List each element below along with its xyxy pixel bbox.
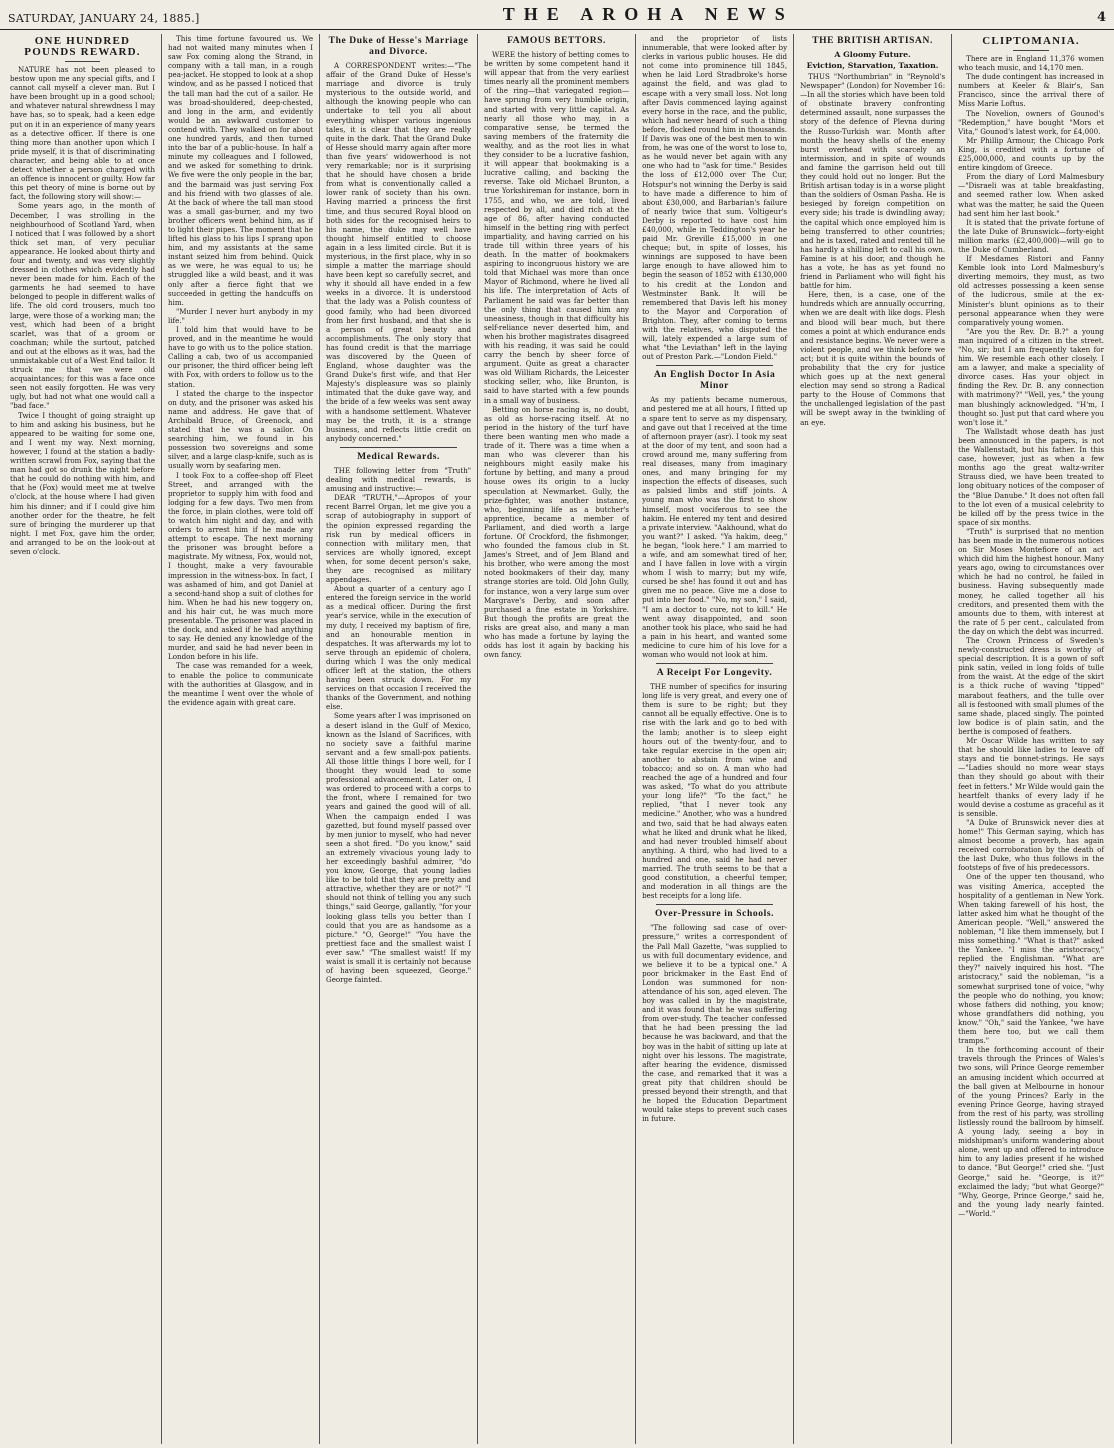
paragraph: "A Duke of Brunswick never dies at home!" This German saying, which has almost become a proverb, has again received corroboration by the death of the last Duke, who thus follows in the footsteps of five of his predecessors.: [958, 817, 1104, 873]
page-number: 4: [1096, 10, 1106, 25]
paragraph: I stated the charge to the inspector on duty, and the prisoner was asked his name and address. He gave that of Archibald Bruce, of Greenock, and stated that he was a sailor. On searching him, we found in his possession two sovereigns and some silver, and a large clasp-knife, such as is usually worn by seafaring men.: [168, 388, 314, 471]
paragraph: In the forthcoming account of their travels through the Princes of Wales's two sons, will Prince George remember an amusing incident which occurred at the ball given at Melbourne in honour of the young Princes? Early in the evening Prince George, having strayed from the rest of his party, was strolling listlessly round the ballroom by himself. A young lady, seeing a boy in midshipman's uniform wandering about alone, went up and offered to introduce him to any ladies present if he wished to dance. "But George!" cried she. "Just George," said he. "George, is it?" exclaimed the lady; "but what George?" "Why, George, Prince George," said he, and the young lady nearly fainted.—"World.": [958, 1045, 1104, 1218]
column-6: [794, 34, 952, 1444]
article-title: A Receipt For Longevity.: [656, 668, 773, 679]
paragraph: "The following sad case of over-pressure," writes a correspondent of the Pall Mall Gazette, "was supplied to us with full documentary evidence, and we believe it to be a typical one." A poor brickmaker in the East End of London was summoned for non-attendance of his son, aged eleven. The boy was called in by the magistrate, and it was found that he was suffering from over-study. The teacher confessed that he had been pressing the lad because he was backward, and that the boy was in the habit of sitting up late at night over his lessons. The magistrate, after hearing the evidence, dismissed the case, and remarked that it was a great pity that children should be pressed beyond their strength, and that he hoped the Education Department would take steps to prevent such cases in future.: [642, 923, 788, 1124]
article-title: Medical Rewards.: [357, 451, 441, 462]
paragraph: Mr Oscar Wilde has written to say that he should like ladies to leave off stays and tie bonnet-strings. He says—"Ladies should no more wear stays than they should go about with their feet in fetters." Mr Wilde would gain the heartfelt thanks of every lady if he would devise a costume as graceful as it is sensible.: [958, 736, 1104, 818]
paragraph: DEAR "TRUTH,"—Apropos of your recent Barrel Organ, let me give you a scrap of autobiography in support of the opinion expressed regarding the risk run by medical officers in connection with military men, that services are wholly ignored, except when, for some decent person's sake, they are recognised as military appendages.: [326, 493, 472, 585]
paragraph: I told him that would have to be proved, and in the meantime he would have to go with us to the police station. Calling a cab, two of us accompanied our prisoner, the third officer being left with Fox, with orders to follow us to the station.: [168, 325, 314, 389]
article-title: CLIPTOMANIA.: [982, 35, 1080, 47]
paragraph: This time fortune favoured us. We had not waited many minutes when I saw Fox coming along the Strand, in company with a tall man, in a rough pea-jacket. He stopped to look at a shop window, and as he passed I noticed that the tall man had the cut of a sailor. He was broad-shouldered, deep-chested, and long in the arm, and evidently would be an awkward customer to contend with. They walked on for about one hundred yards, and then turned into the bar of a public-house. In half a minute my colleagues and I followed, and we asked for something to drink. We five were the only people in the bar, and the barmaid was just serving Fox and his friend with two glasses of ale. At the back of where the tall man stood was a small gas-burner, and my two brother officers went behind him, as if to light their pipes. The moment that he lifted his glass to his lips I sprang upon him, and my assistants at the same instant seized him from behind. Quick as we were, he was equal to us; he struggled like a wild beast, and it was only after a fierce fight that we succeeded in getting the handcuffs on him.: [168, 34, 314, 307]
paragraph: THUS "Northumbrian" in "Reynold's Newspaper" (London) for November 16:—In all the stories which have been told of obstinate bravery confronting determined assault, none surpasses the story of the defence of Plevna during the Russo-Turkish war. Month after month the heavy shells of the enemy burst overhead with scarcely an intermission, and in spite of wounds and famine the garrison held out till they could hold out no longer. But the British artisan today is in a worse plight than the soldiers of Osman Pasha. He is besieged by foreign competition on every side; his trade is dwindling away; the capital which once employed him is being transferred to other countries; and he is taxed, rated and rented till he has hardly a shilling left to call his own. Famine is at his door, and though he has a vote, he has as yet found no friend in Parliament who will fight his battle for him.: [800, 72, 946, 291]
paragraph: Some years after I was imprisoned on a desert island in the Gulf of Mexico, known as the Island of Sacrifices, with no society save a faithful marine servant and a few small-pox patients. All those little things I bore well, for I thought they would lead to some professional advancement. Later on, I was ordered to proceed with a corps to the front, where I remained for two years and gained the good will of all. When the campaign ended I was gazetted, but found myself passed over by men junior to myself, who had never seen a shot fired. "Do you know," said an extremely vivacious young lady to her exceedingly bashful admirer, "do you know, George, that young ladies like to be told that they are pretty and attractive, whether they are or not?" "I should not think of telling you any such things," said George, gallantly, "for your looking glass tells you better than I could that you are as handsome as a picture." "O, George!" "You have the prettiest face and the smallest waist I ever saw." "The smallest waist! If my waist is small it is certainly not because of having been squeezed, George." George fainted.: [326, 711, 472, 985]
paragraph: NATURE has not been pleased to bestow upon me any special gifts, and I cannot call myself a clever man. But I have been brought up in a good school; and whatever natural shrewdness I may have has, so to speak, had a keen edge put on it in an experience of many years as a detective officer. If there is one thing more than another upon which I pride myself, it is that of discriminating character, and being able to at once detect whether a person charged with an offence is innocent or guilty. How far this pet theory of mine is borne out by fact, the following story will show:—: [10, 65, 156, 202]
article-title: Over-Pressure in Schools.: [655, 909, 775, 920]
article-title: FAMOUS BETTORS.: [507, 36, 607, 46]
paragraph: Twice I thought of going straight up to him and asking his business, but he appeared to be waiting for some one, and I went my way. Next morning, however, I found at the station a badly-written scrawl from Fox, saying that the man had got so drunk the night before that he could do nothing with him, and that he (Fox) would meet me at twelve o'clock, at the house where I had given him his dinner; and if I could give him another order for the theatre, he felt sure of bringing the murderer up that night. I met Fox, gave him the order, and arranged to be on the look-out at seven o'clock.: [10, 410, 156, 556]
article-famous-bettors-continued: [642, 34, 787, 361]
paragraph: "Truth" is surprised that no mention has been made in the numerous notices on Sir Moses Montefiore of an act which did him the highest honour. Many years ago, owing to circumstances over which he had no control, he failed in business. Having subsequently made money, he called together all his creditors, and presented them with the amounts due to them, with interest at the rate of 5 per cent., calculated from the day on which the debt was incurred.: [958, 526, 1104, 636]
paragraph: THE number of specifics for insuring long life is very great, and every one of them is sure to be right; but they cannot all be equally effective. One is to rise with the lark and go to bed with the lamb; another is to sleep eight hours out of the twenty-four, and to take regular exercise in the open air; another to abstain from wine and tobacco; and so on. A man who had reached the age of a hundred and four was asked, "To what do you attribute your long life?" "To the fact," he replied, "that I never took any medicine." Another, who was a hundred and two, said that he had always eaten what he liked and drunk what he liked, and had never troubled himself about anything. A third, who had lived to a hundred and one, said he had never married. The truth seems to be that a good constitution, a cheerful temper, and moderation in all things are the best receipts for a long life.: [642, 682, 788, 901]
paragraph: As my patients became numerous, and pestered me at all hours, I fitted up a spare tent to serve as my dispensary, and gave out that I received at the time of afternoon prayer (asr). I took my seat at the door of my tent, and soon had a crowd around me, many suffering from real diseases, many from imaginary ones, and many bringing for my inspection the effects of diseases, such as palsied limbs and stiff joints. A young man who was the first to show himself, most vociferous to see the hakim. He entered my tent and desired a private interview. "Aakhound, what do you want?" I asked. "Ya hakim, deeg," he began, "look here." I am married to a wife, and am somewhat tired of her, and I have fallen in love with a virgin whom I wish to marry; but my wife, cursed be she! has found it out and has given me no peace. Give me a dose to put into her food." "No, my son," I said, "I am a doctor to cure, not to kill." He went away disappointed, and soon another took his place, who said he had a pain in his heart, and wanted some medicine to cure him of his love for a woman who would not look at him.: [642, 395, 788, 659]
article-pounds-reward-continued: [168, 34, 313, 707]
column-7: [952, 34, 1110, 1444]
paragraph: I took Fox to a coffee-shop off Fleet Street, and arranged with the proprietor to supply him with food and lodging for a few days. Two men from the force, in plain clothes, were told off to watch him night and day, and with orders to arrest him if he made any attempt to escape. The next morning the prisoner was brought before a magistrate. My witness, Fox, would not, I thought, make a very favourable impression in the witness-box. In fact, I was ashamed of him, and got Daniel at a second-hand shop a suit of clothes for him. When he had his new toggery on, and his hair cut, he was much more presentable. The prisoner was placed in the dock, and asked if he had anything to say. He denied any knowledge of the murder, and said he had never been in London before in his life.: [168, 470, 314, 662]
newspaper-title: THE AROHA NEWS: [502, 4, 794, 24]
column-3: [320, 34, 478, 1444]
columns: [4, 34, 1110, 1444]
article-receipt-longevity: [642, 668, 787, 900]
column-1: [4, 34, 162, 1444]
paragraph: The Crown Princess of Sweden's newly-constructed dress is worthy of special description. It is a gown of soft pink satin, veiled in long folds of tulle from the waist. At the edge of the skirt is a thick ruche of waving "tipped" marabout feathers, and the tulle over all is festooned with small plumes of the same shade, placed singly. The pointed low bodice is of plain satin, and the berthe is composed of feathers.: [958, 636, 1104, 736]
article-british-artisan: [800, 36, 945, 427]
paragraph: "Murder I never hurt anybody in my life.": [168, 306, 314, 325]
article-pounds-reward: [10, 36, 155, 556]
paragraph: "Are you the Rev. Dr. B.?" a young man inquired of a citizen in the street. "No, sir; but I am frequently taken for him. We resemble each other closely. I am a lawyer, and make a speciality of divorce cases. Has your object in finding the Rev. Dr. B. any connection with matrimony?" "Well, yes," the young man blushingly acknowledged. "H'm, I thought so. Just put that card where you won't lose it.": [958, 326, 1104, 427]
article-duke-of-hesse: [326, 36, 471, 443]
paragraph: Here, then, is a case, one of the hundreds which are annually occurring, when we are dealt with like dogs. Flesh and blood will bear much, but there comes a point at which endurance ends and resistance begins. We never were a violent people, and we think before we act; but it is quite within the bounds of probability that the cry for justice which goes up at the next general election may send so strong a Radical party to the House of Commons that the unchallenged legislation of the past will be swept away in the twinkling of an eye.: [800, 290, 946, 427]
article-subtitle: Eviction, Starvation, Taxation.: [806, 61, 939, 70]
article-title: An English Doctor In Asia Minor: [653, 370, 776, 392]
paragraph: There are in England 11,376 women who teach music, and 14,170 men.: [958, 54, 1104, 73]
article-cliptomania: [958, 36, 1104, 1218]
paragraph: The case was remanded for a week, to enable the police to communicate with the authorities at Glasgow, and in the meantime I went over the whole of the evidence again with great care.: [168, 661, 314, 707]
paragraph: About a quarter of a century ago I entered the foreign service in the world as a medical officer. During the first year's service, while in the execution of my duty, I received my baptism of fire, and an honourable mention in despatches. It was afterwards my lot to serve through an epidemic of cholera, during which I was the only medical officer left at the station, the others having been struck down. For my services on that occasion I received the thanks of the Government, and nothing else.: [326, 584, 472, 712]
paragraph: From the diary of Lord Malmesbury—"Disraeli was at table breakfasting, and seemed rather low. When asked what was the matter, he said the Queen had sent him her last book.": [958, 172, 1104, 218]
article-title: The Duke of Hesse's Marriage and Divorce.: [328, 36, 469, 57]
article-subtitle: A Gloomy Future.: [834, 50, 911, 59]
article-divider: [340, 447, 457, 448]
paragraph: The dude contingent has increased in numbers at Keeler & Blair's, San Francisco, since the arrival there of Miss Marie Loftus.: [958, 72, 1104, 109]
paragraph: Mr Phillip Armour, the Chicago Pork King, is credited with a fortune of £25,000,000, and counts up by the entire kingdom of Greece.: [958, 135, 1104, 173]
article-divider: [656, 663, 773, 664]
article-divider: [656, 365, 773, 366]
paragraph: A CORRESPONDENT writes:—"The affair of the Grand Duke of Hesse's marriage and divorce is truly mysterious to the outside world, and although the knowing people who can undertake to tell you all about everything whisper various ingenious tales, it is clear that they are really quite in the dark. That the Grand Duke of Hesse should marry again after more than five years' widowerhood is not very remarkable; nor is it surprising that he should have chosen a bride from what is conventionally called a lower rank of society than his own. Having married a princess the first time, and thus secured Royal blood on both sides for the recognised heirs to his name, the duke may well have thought himself entitled to choose again in a less limited circle. But it is mysterious, in the first place, why in so simple a matter the marriage should have been kept so carefully secret, and why it should all have ended in a few weeks in a divorce. It is understood that the lady was a Polish countess of good family, who had been divorced from her first husband, and that she is a person of great beauty and accomplishments. The only story that has found credit is that the marriage was discovered by the Queen of England, whose daughter was the Grand Duke's first wife, and that Her Majesty's displeasure was so plainly intimated that the duke gave way, and the bride of a few weeks was sent away with a handsome settlement. Whatever may be the truth, it is a strange business, and reflects little credit on anybody concerned.": [326, 61, 472, 443]
paragraph: One of the upper ten thousand, who was visiting America, accepted the hospitality of a gentleman in New York. When taking farewell of his host, the latter asked him what he thought of the American people. "Well," answered the nobleman, "I like them immensely, but I miss something." "What is that?" asked the Yankee. "I miss the aristocracy," replied the Englishman. "What are they?" naively inquired his host. "The aristocracy," said the nobleman, "is a somewhat surprised tone of voice, "why the people who do nothing, you know; whose fathers did nothing, you know; whose grandfathers did nothing, you know." "Oh," said the Yankee, "we have them here too, but we call them tramps.": [958, 872, 1104, 1046]
article-english-doctor: [642, 370, 787, 659]
paragraph: If Mesdames Ristori and Fanny Kemble look into Lord Malmesbury's diverting memoirs, they must, as two old actresses possessing a keen sense of the ludicrous, smile at the ex-Minister's blunt opinions as to their personal appearance when they were comparatively young women.: [958, 254, 1104, 327]
article-over-pressure: [642, 909, 787, 1123]
article-title: THE BRITISH ARTISAN.: [812, 36, 933, 46]
paragraph: and the proprietor of lists innumerable, that were looked after by clerks in various public houses. He did not come into prominence till 1845, when he laid Lord Stradbroke's horse against the field, and was glad to escape with a very small loss. Not long after Davis commenced laying against every horse in the race, and the public, which had never heard of such a thing before, flocked round him in thousands. If Davis was one of the best men to win from, he was one of the worst to lose to, as he would never bet again with any one who had to "ask for time." Besides the loss of £12,000 over The Cur, Hotspur's not winning the Derby is said to have made a difference to him of about £30,000, and Barbarian's failure of nearly twice that sum. Voltigeur's Derby is reported to have cost him £40,000, while in Teddington's year he paid Mr. Greville £15,000 in one cheque; but, in spite of losses, his winnings are supposed to have been large enough to have allowed him to begin the season of 1852 with £130,000 to his credit at the London and Westminster Bank. It will be remembered that Davis left his money to the Mayor and Corporation of Brighton. They, after coming to terms with the relatives, who disputed the will, lately expended a large sum of what "the Leviathan" left in the laying out of Preston Park.—"London Field.": [642, 34, 788, 362]
paragraph: Some years ago, in the month of December, I was strolling in the neighbourhood of Scotland Yard, when I noticed that I was followed by a short thick set man, of very peculiar appearance. He looked about thirty and four and twenty, and was very slightly dressed in clothes which evidently had never been made for him. Each of the garments he had seemed to have belonged to people in different walks of life. The old cord trousers, much too large, were those of a working man; the vest, which had been of a bright scarlet, was that of a groom or coachman; while the surtout, patched and out at the elbows as it was, had the unmistakable cut of a West End tailor. It struck me that we were old acquaintances; for this was a face once seen not easily forgotten. He was very ugly, but had not what one would call a "bad face.": [10, 201, 156, 411]
paragraph: It is stated that the private fortune of the late Duke of Brunswick—forty-eight million marks (£2,400,000)—will go to the Duke of Cumberland.: [958, 217, 1104, 254]
paragraph: Betting on horse racing is, no doubt, as old as horse-racing itself. At no period in the history of the turf have there been wanting men who made a trade of it. There was a time when a man who was cleverer than his neighbours might easily make his fortune by betting, and many a proud house owes its origin to a lucky speculation at Newmarket. Gully, the prize-fighter, was another instance, who, beginning life as a butcher's apprentice, became a member of Parliament, and died worth a large fortune. Of Crockford, the fishmonger, who founded the famous club in St. James's Street, and of Jem Bland and his brother, who were among the most noted bookmakers of their day, many strange stories are told. Old John Gully, for instance, won a very large sum over Margrave's Derby, and soon after purchased a fine estate in Yorkshire. But though the profits are great the risks are great also, and many a man who has made a fortune by laying the odds has lost it again by backing his own fancy.: [484, 404, 630, 660]
title-rule: [1013, 50, 1049, 51]
masthead: [0, 0, 1114, 30]
issue-date: SATURDAY, JANUARY 24, 1885.]: [8, 12, 200, 25]
title-rule: [65, 61, 100, 62]
paragraph: The Wallstadt whose death has just been announced in the papers, is not the Wallenstadt, but his father. In this case, however, just as when a few months ago the great waltz-writer Strauss died, we have been treated to long obituary notices of the composer of the "Blue Danube." It does not often fall to the lot even of a musical celebrity to be killed off by the press twice in the space of six months.: [958, 426, 1104, 527]
article-medical-rewards: [326, 452, 471, 984]
paragraph: WERE the history of betting comes to be written by some competent hand it will appear that from the very earliest times nearly all the prominent members of the ring—that variegated region—have sprung from very humble origin, and started with very little capital. As nearly all those who may, in a comparative sense, be termed the saving members of the fraternity die wealthy, and as the root lies in what they consider to be a lucrative fashion, it will appear that bookmaking is a lucrative calling, and backing the reverse. Take old Michael Brunton, a true Yorkshireman for instance, born in 1755, and who, we are told, lived respected by all, and died rich at the age of 86, after having conducted himself in the betting ring with perfect impartiality, and having carried on his trade till within three years of his death. In the matter of bookmakers aspiring to incongruous history we are told that Michael was more than once Mayor of Richmond, where he lived all his life. The interpretation of Acts of Parliament he said was far better than the only thing that caused him any uneasiness, though in that difficulty his self-reliance never deserted him, and when his brother magistrates disagreed with his reading, it was said he could carry the bench by sheer force of argument. Quite as great a character was old William Richards, the Leicester stocking seller, who, like Brunton, is said to have started with a few pounds in a small way of business.: [484, 50, 630, 405]
article-famous-bettors: [484, 36, 629, 659]
paragraph: The Novelion, owners of Gounod's "Redemption," have bought "Mors et Vita," Gounod's latest work, for £4,000.: [958, 108, 1104, 136]
paragraph: THE following letter from "Truth" dealing with medical rewards, is amusing and instructive:—: [326, 465, 472, 494]
column-2: [162, 34, 320, 1444]
article-title: ONE HUNDRED POUNDS REWARD.: [24, 35, 141, 58]
column-5: [636, 34, 794, 1444]
column-4: [478, 34, 636, 1444]
article-divider: [656, 904, 773, 905]
